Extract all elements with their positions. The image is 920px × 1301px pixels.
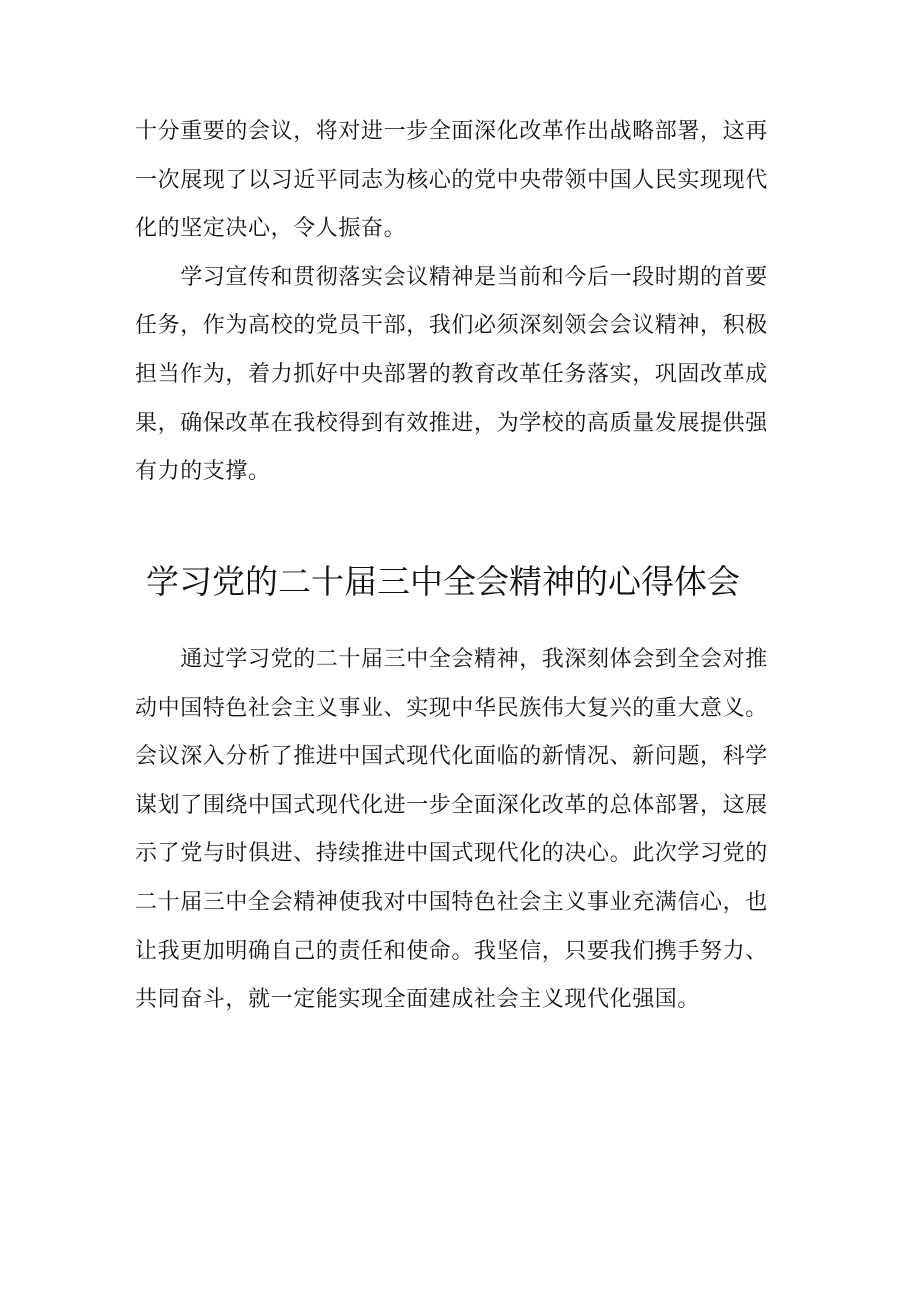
- intro-paragraph-2: [135, 254, 785, 497]
- text-line: 二十届三中全会精神使我对中国特色社会主义事业充满信心，也: [135, 889, 768, 915]
- section-paragraph: [135, 636, 785, 1025]
- intro-text-block: [135, 108, 785, 497]
- text-line: 谋划了围绕中国式现代化进一步全面深化改革的总体部署，这展: [135, 792, 768, 818]
- text-line: 学习宣传和贯彻落实会议精神是当前和今后一段时期的首要: [135, 264, 768, 290]
- text-line: 会议深入分析了推进中国式现代化面临的新情况、新问题，科学: [135, 744, 768, 770]
- intro-paragraph-1: [135, 108, 785, 254]
- text-line: 十分重要的会议，将对进一步全面深化改革作出战略部署，这再: [135, 119, 768, 144]
- text-line: 一次展现了以习近平同志为核心的党中央带领中国人民实现现代: [135, 167, 768, 193]
- text-line: 共同奋斗，就一定能实现全面建成社会主义现代化强国。: [135, 987, 701, 1013]
- text-line: 担当作为，着力抓好中央部署的教育改革任务落实，巩固改革成: [135, 361, 768, 387]
- text-line: 让我更加明确自己的责任和使命。我坚信，只要我们携手努力、: [135, 938, 768, 964]
- text-line: 任务，作为高校的党员干部，我们必须深刻领会会议精神，积极: [135, 313, 768, 339]
- text-line: 动中国特色社会主义事业、实现中华民族伟大复兴的重大意义。: [135, 695, 768, 721]
- text-line: 有力的支撑。: [135, 459, 271, 485]
- text-line: 果，确保改革在我校得到有效推进，为学校的高质量发展提供强: [135, 410, 768, 436]
- text-line: 示了党与时俱进、持续推进中国式现代化的决心。此次学习党的: [135, 841, 768, 867]
- text-line: 通过学习党的二十届三中全会精神，我深刻体会到全会对推: [135, 647, 768, 672]
- section-text-block: [135, 636, 785, 1025]
- text-line: 化的坚定决心，令人振奋。: [135, 216, 407, 242]
- section-title: 学习党的二十届三中全会精神的心得体会: [146, 562, 740, 601]
